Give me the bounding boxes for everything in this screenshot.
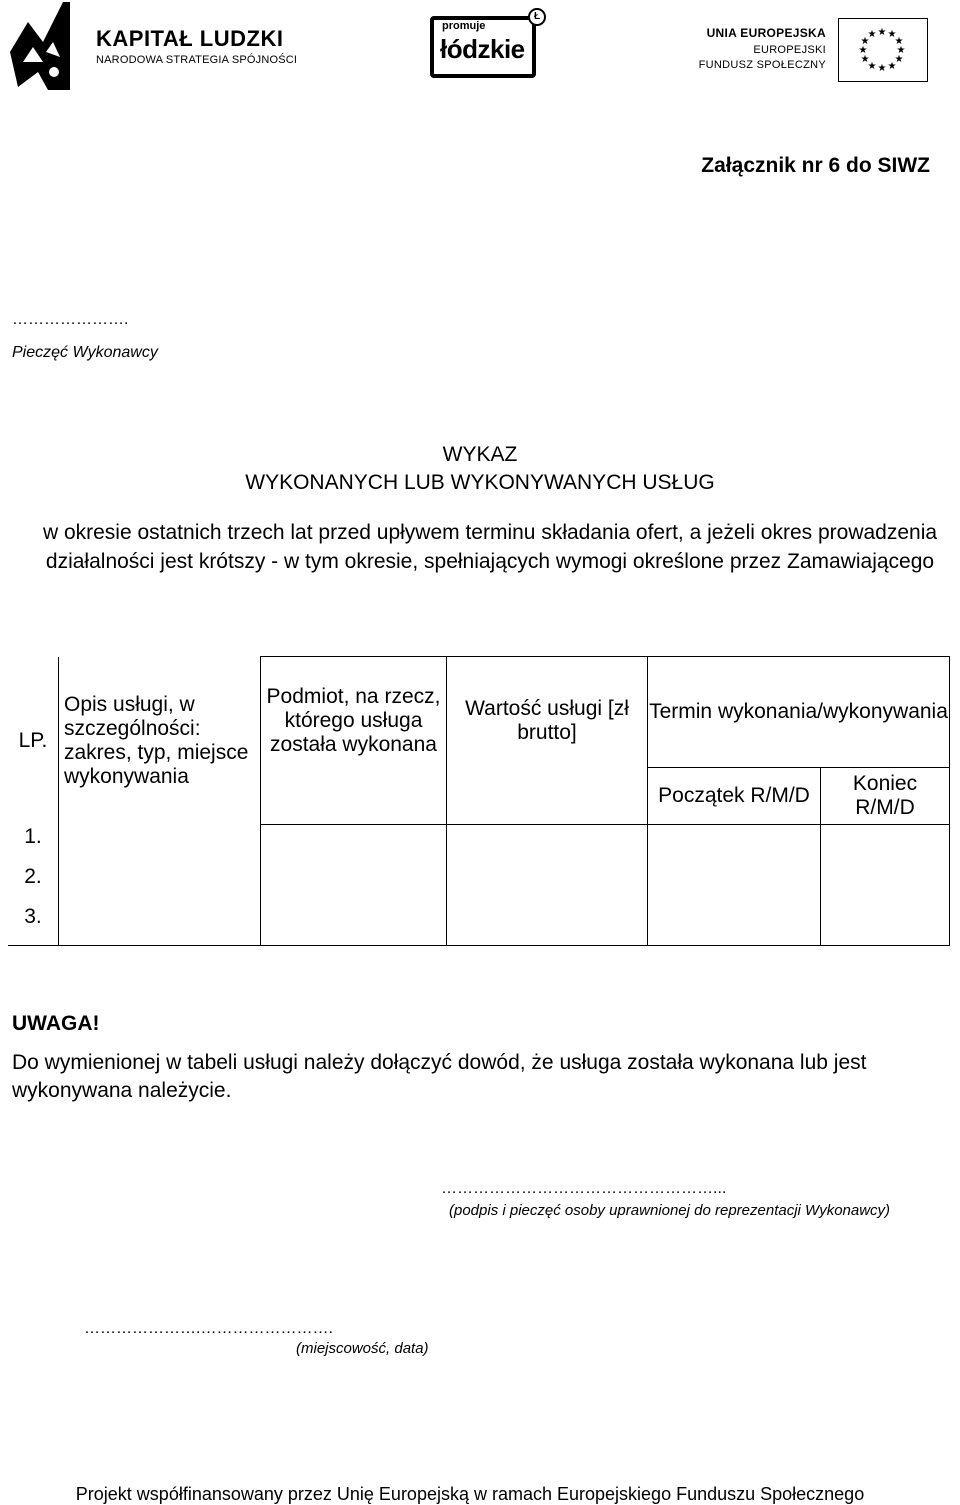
header-start: Początek R/M/D	[648, 768, 821, 825]
eu-logo-line2: EUROPEJSKI	[753, 44, 826, 56]
header-end: Koniec R/M/D	[821, 768, 950, 825]
place-date-label: (miejscowość, data)	[296, 1340, 429, 1357]
svg-text:★: ★	[867, 61, 877, 72]
svg-text:★: ★	[894, 36, 904, 47]
svg-text:★: ★	[858, 45, 868, 56]
document-description: w okresie ostatnich trzech lat przed upływem terminu składania ofert, a jeżeli okres prowadzenia działalności jest krótszy - w tym okresie, spełniających wymogi określone przez Zamawiającego	[42, 521, 938, 573]
table-cell-end	[821, 825, 950, 946]
lodzkie-big-text: łódzkie	[440, 34, 525, 64]
header-subject: Podmiot, na rzecz, którego usługa została wykonana	[261, 657, 447, 825]
table-body-lp	[8, 825, 59, 946]
lodzkie-mark-icon: Ł	[528, 8, 546, 26]
signature-dots: ……………………………………………...	[441, 1180, 727, 1197]
svg-text:★: ★	[860, 36, 870, 47]
kapital-ludzki-logo	[8, 2, 308, 92]
table-cell-description	[59, 825, 261, 946]
row-number-3: 3.	[24, 904, 42, 928]
document-title: WYKAZ	[442, 443, 518, 466]
services-table	[8, 656, 950, 946]
svg-text:★: ★	[887, 61, 897, 72]
svg-text:★: ★	[896, 45, 906, 56]
table-cell-value	[447, 825, 648, 946]
eu-flag-icon	[838, 18, 928, 82]
header-value: Wartość usługi [zł brutto]	[447, 657, 648, 825]
svg-text:★: ★	[887, 29, 897, 40]
eu-logo	[700, 14, 930, 84]
stamp-label: Pieczęć Wykonawcy	[12, 344, 158, 361]
svg-text:★: ★	[860, 54, 870, 65]
annex-title: Załącznik nr 6 do SIWZ	[701, 154, 930, 177]
svg-text:★: ★	[877, 63, 887, 74]
document-subtitle: WYKONANYCH LUB WYKONYWANYCH USŁUG	[245, 471, 715, 494]
row-number-1: 1.	[24, 824, 42, 848]
place-date-dots: ………………….…………………….	[84, 1320, 333, 1337]
eu-logo-line3: FUNDUSZ SPOŁECZNY	[698, 59, 826, 71]
promuje-lodzkie-logo	[430, 8, 548, 78]
kapital-ludzki-subtitle: NARODOWA STRATEGIA SPÓJNOŚCI	[96, 54, 298, 66]
stamp-dots: ………………….	[12, 311, 129, 328]
footer-text: Projekt współfinansowany przez Unię Europejską w ramach Europejskiego Funduszu Społecznego	[75, 1484, 865, 1504]
row-number-2: 2.	[24, 864, 42, 888]
header-description: Opis usługi, w szczególności: zakres, typ, miejsce wykonywania	[59, 657, 261, 825]
kapital-ludzki-emblem-icon	[8, 2, 88, 92]
signature-label: (podpis i pieczęć osoby uprawnionej do reprezentacji Wykonawcy)	[449, 1202, 891, 1219]
table-cell-subject	[261, 825, 447, 946]
header-term: Termin wykonania/wykonywania	[648, 657, 950, 768]
note-heading: UWAGA!	[12, 1012, 100, 1035]
lodzkie-small-text: promuje	[442, 20, 486, 32]
kapital-ludzki-title: KAPITAŁ LUDZKI	[96, 26, 284, 51]
svg-text:★: ★	[894, 54, 904, 65]
table-cell-start	[648, 825, 821, 946]
note-text: Do wymienionej w tabeli usługi należy dołączyć dowód, że usługa została wykonana lub jest wykonywana należycie.	[12, 1051, 867, 1102]
eu-logo-line1: UNIA EUROPEJSKA	[706, 26, 826, 40]
svg-text:★: ★	[867, 29, 877, 40]
svg-text:★: ★	[877, 27, 887, 38]
header-lp: LP.	[8, 657, 59, 825]
